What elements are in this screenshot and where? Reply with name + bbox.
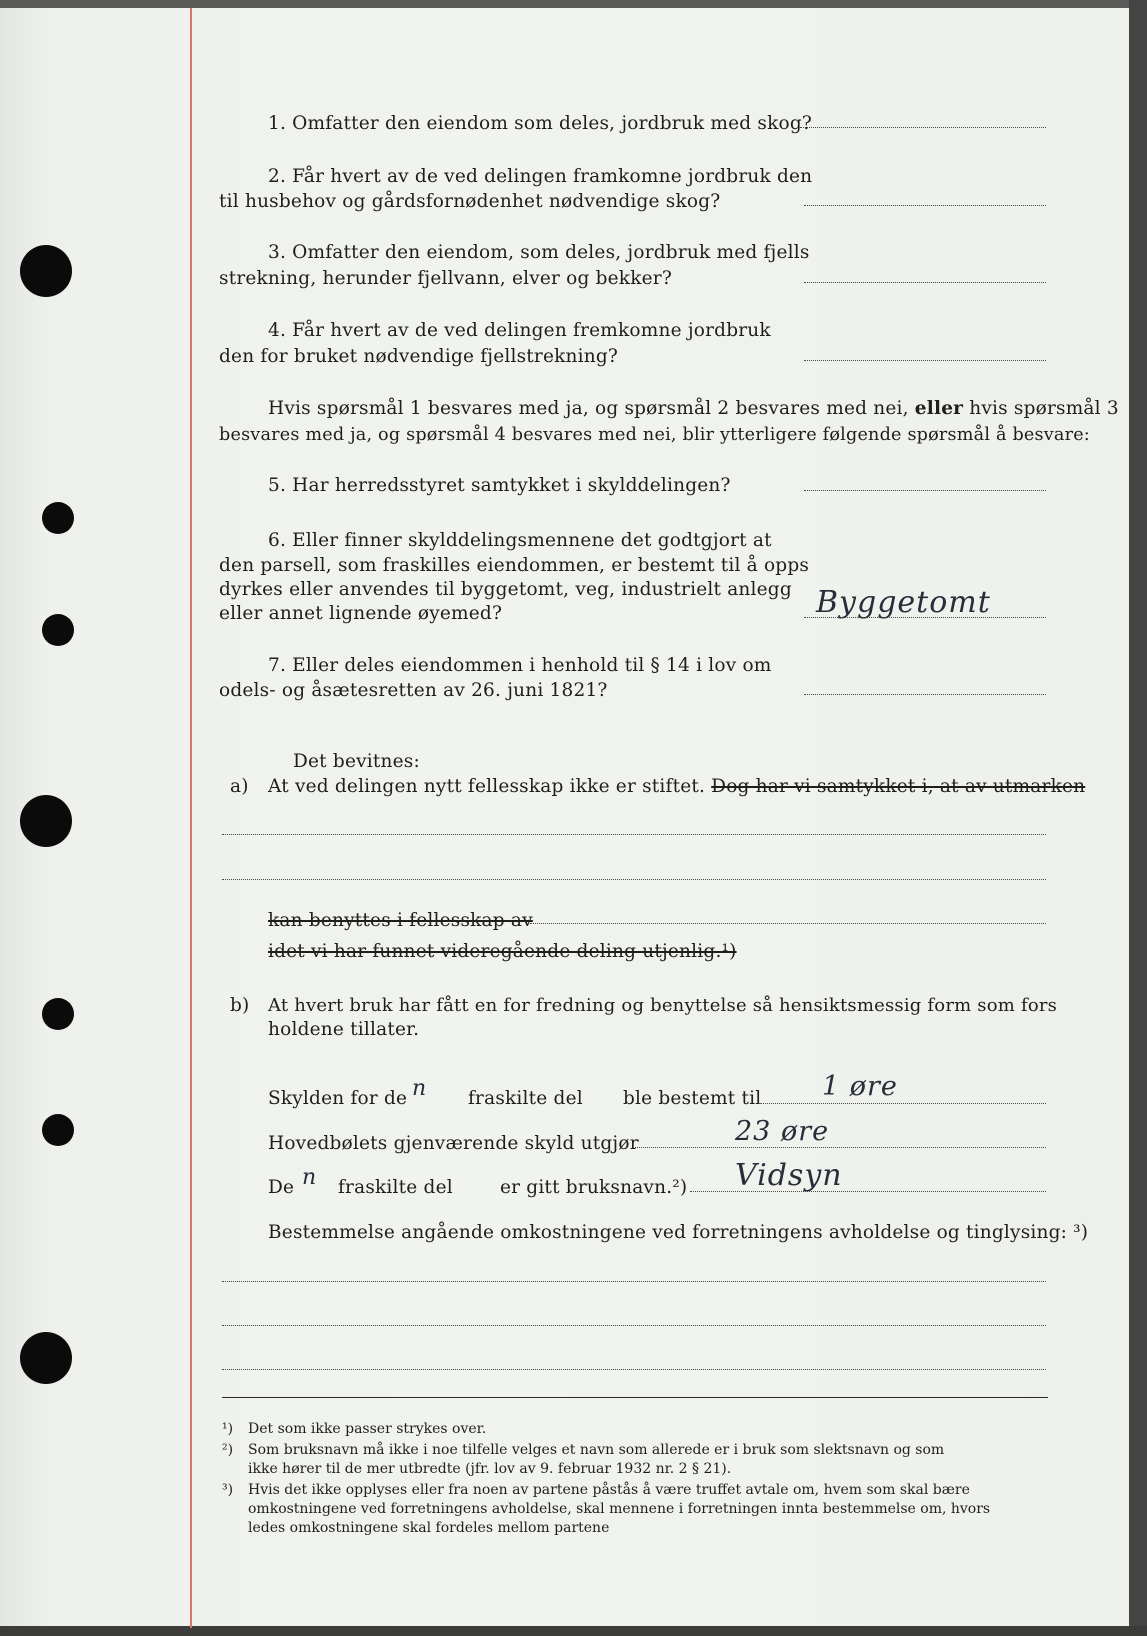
intro-text-bold: eller — [914, 398, 964, 419]
question-2-line-1: 2. Får hvert av de ved delingen framkomne jordbruk den — [268, 166, 813, 187]
answer-line-q7 — [804, 694, 1046, 695]
question-7-line-2: odels- og åsætesretten av 26. juni 1821? — [219, 680, 608, 701]
declaration-a-marker: a) — [230, 776, 249, 797]
question-4-line-2: den for bruket nødvendige fjellstrekning? — [219, 346, 619, 367]
intro-text-b: hvis spørsmål 3 — [969, 398, 1119, 419]
question-6-line-2: den parsell, som fraskilles eiendommen, er bestemt til å opps — [219, 555, 810, 576]
answer-line-q2 — [804, 205, 1046, 206]
answer-line-q1 — [800, 127, 1046, 128]
declaration-b-marker: b) — [230, 995, 250, 1016]
scan-edge-right — [1129, 0, 1147, 1636]
question-6-line-1: 6. Eller finner skylddelingsmennene det godtgjort at — [268, 530, 772, 551]
navn-label-b: fraskilte del — [338, 1177, 453, 1198]
blank-line-fellesskap — [530, 923, 1046, 924]
intro-line-2: besvares med ja, og spørsmål 4 besvares med nei, blir ytterligere følgende spørsmål å besvare: — [219, 425, 1090, 445]
question-5: 5. Har herredsstyret samtykket i skylddelingen? — [268, 475, 731, 496]
question-3-line-1: 3. Omfatter den eiendom, som deles, jordbruk med fjells — [268, 242, 810, 263]
bestemmelse-label: Bestemmelse angående omkostningene ved forretningens avholdelse og tinglysing: ³) — [268, 1222, 1089, 1243]
skyld-label-a: Skylden for de — [268, 1088, 408, 1109]
handwritten-answer-q6: Byggetomt — [816, 585, 991, 620]
skyld-line — [758, 1103, 1046, 1104]
question-7-line-1: 7. Eller deles eiendommen i henhold til § 14 i lov om — [268, 655, 772, 676]
navn-label-c: er gitt bruksnavn.²) — [500, 1177, 688, 1198]
bestemmelse-line-2 — [222, 1325, 1046, 1326]
declaration-b-line-2: holdene tillater. — [268, 1019, 420, 1040]
footnote-separator — [222, 1397, 1048, 1398]
question-1: 1. Omfatter den eiendom som deles, jordbruk med skog? — [268, 113, 813, 134]
footnote-2-line-1: Som bruksnavn må ikke i noe tilfelle velges et navn som allerede er i bruk som slektsnavn og som — [248, 1442, 945, 1458]
struck-line-2: idet vi har funnet videregående deling utjenlig.¹) — [268, 941, 737, 962]
skyld-handwritten-n: n — [412, 1076, 428, 1101]
answer-line-q6 — [804, 617, 1046, 618]
footnote-3-mark: ³) — [222, 1482, 234, 1498]
navn-handwritten-n: n — [302, 1165, 318, 1190]
declaration-heading: Det bevitnes: — [293, 751, 420, 772]
footnote-3-line-1: Hvis det ikke opplyses eller fra noen av partene påstås å være truffet avtale om, hvem som skal bære — [248, 1482, 970, 1498]
declaration-a-struck: Dog har vi samtykket i, at av utmarken — [711, 776, 1086, 797]
intro-text-a: Hvis spørsmål 1 besvares med ja, og spørsmål 2 besvares med nei, — [268, 398, 909, 419]
navn-label-a: De — [268, 1177, 295, 1198]
punch-hole — [42, 998, 74, 1030]
answer-line-q5 — [804, 490, 1046, 491]
question-6-line-4: eller annet lignende øyemed? — [219, 603, 503, 624]
footnote-3-line-3: ledes omkostningene skal fordeles mellom partene — [248, 1520, 610, 1536]
punch-hole — [20, 1332, 72, 1384]
declaration-b-line-1: At hvert bruk har fått en for fredning og benyttelse så hensiktsmessig form som fors — [268, 995, 1058, 1016]
answer-line-q4 — [804, 360, 1046, 361]
footnote-3-line-2: omkostningene ved forretningens avholdelse, skal mennene i forretningen innta bestemmelse om, hvors — [248, 1501, 991, 1517]
blank-line-a2 — [222, 879, 1046, 880]
footnote-2-mark: ²) — [222, 1442, 234, 1458]
question-4-line-1: 4. Får hvert av de ved delingen fremkomne jordbruk — [268, 320, 771, 341]
footnote-1: Det som ikke passer strykes over. — [248, 1421, 487, 1437]
punch-hole — [42, 614, 74, 646]
question-6-line-3: dyrkes eller anvendes til byggetomt, veg, industrielt anlegg — [219, 579, 792, 600]
skyld-label-c: ble bestemt til — [623, 1088, 762, 1109]
question-2-line-2: til husbehov og gårdsfornødenhet nødvendige skog? — [219, 191, 721, 212]
hoved-label: Hovedbølets gjenværende skyld utgjør — [268, 1133, 639, 1154]
punch-hole — [42, 1114, 74, 1146]
navn-value: Vidsyn — [735, 1158, 843, 1193]
footnote-2-line-2: ikke hører til de mer utbredte (jfr. lov av 9. februar 1932 nr. 2 § 21). — [248, 1461, 732, 1477]
footnote-1-mark: ¹) — [222, 1421, 234, 1437]
punch-hole — [20, 795, 72, 847]
punch-hole — [20, 245, 72, 297]
red-margin-line — [190, 8, 192, 1628]
blank-line-a1 — [222, 834, 1046, 835]
bestemmelse-line-3 — [222, 1369, 1046, 1370]
skyld-value: 1 øre — [822, 1071, 898, 1102]
hoved-line — [635, 1147, 1046, 1148]
intro-line-1 — [268, 398, 1119, 420]
navn-line — [690, 1191, 1046, 1192]
question-3-line-2: strekning, herunder fjellvann, elver og bekker? — [219, 268, 672, 289]
hoved-value: 23 øre — [735, 1116, 830, 1147]
scan-edge-top — [0, 0, 1147, 8]
declaration-a-main: At ved delingen nytt fellesskap ikke er stiftet. — [268, 776, 706, 797]
bestemmelse-line-1 — [222, 1281, 1046, 1282]
scan-edge-bottom — [0, 1626, 1147, 1636]
declaration-a-text — [268, 776, 1085, 798]
struck-line-1: kan benyttes i fellesskap av — [268, 910, 533, 931]
punch-hole — [42, 502, 74, 534]
answer-line-q3 — [804, 282, 1046, 283]
skyld-label-b: fraskilte del — [468, 1088, 583, 1109]
